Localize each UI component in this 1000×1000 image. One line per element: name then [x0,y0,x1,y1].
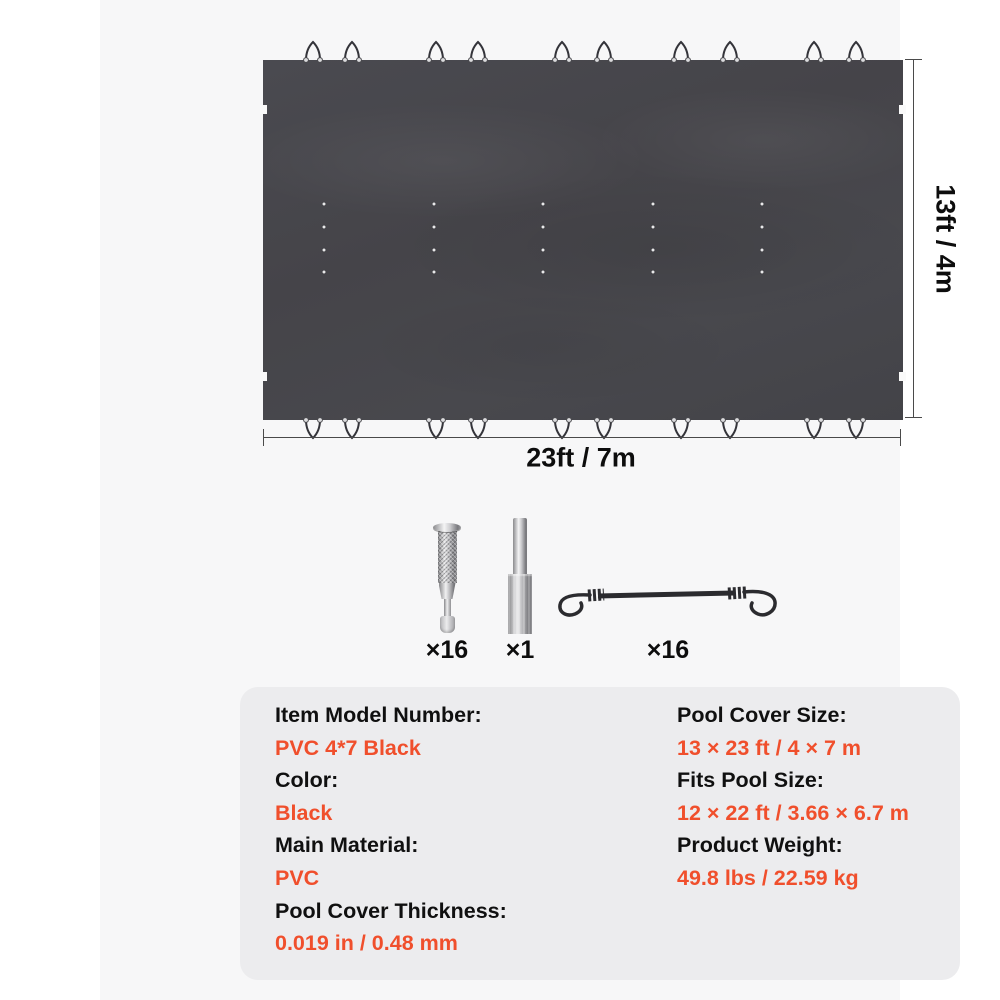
grommet-dot [651,203,654,206]
edge-notch [899,105,906,114]
top-strap-loop [424,39,448,63]
ground-anchor-illustration [426,523,468,635]
spec-value: 0.019 in / 0.48 mm [275,931,458,956]
spec-label: Pool Cover Thickness: [275,898,507,923]
rod-upper-section [513,518,527,574]
grommet-dot [651,249,654,252]
spec-label: Color: [275,768,339,793]
height-dimension-line [913,59,914,418]
grommet-dot [322,203,325,206]
top-strap-loop [466,39,490,63]
width-dimension-line [263,437,901,438]
spec-label: Fits Pool Size: [677,768,824,793]
spec-label: Main Material: [275,833,419,858]
grommet-dot [432,226,435,229]
grommet-dot [542,226,545,229]
spec-value: PVC 4*7 Black [275,735,421,760]
height-dimension-label: 13ft / 4m [930,184,961,294]
top-strap-loop [844,39,868,63]
grommet-dot [761,271,764,274]
spec-label: Pool Cover Size: [677,703,847,727]
anchor-foot [440,616,455,633]
grommet-dot [542,203,545,206]
grommet-dot [651,226,654,229]
anchor-shaft [444,599,451,616]
anchor-knurled-body [438,531,457,583]
spec-panel [240,687,960,980]
bungee-count-label: ×16 [646,636,690,664]
grommet-dot [542,271,545,274]
spec-value: 49.8 lbs / 22.59 kg [677,865,859,890]
top-strap-loop [301,39,325,63]
pool-cover-illustration [263,60,903,420]
top-strap-loop [669,39,693,63]
grommet-dot [432,203,435,206]
edge-notch [899,372,906,381]
width-dimension-label: 23ft / 7m [526,442,636,473]
spec-label: Item Model Number: [275,703,482,727]
grommet-dot [761,203,764,206]
top-strap-loop [718,39,742,63]
installation-rod-illustration [506,518,534,634]
edge-notch [260,372,267,381]
grommet-dot [542,249,545,252]
spec-value: 13 × 23 ft / 4 × 7 m [677,735,862,760]
top-strap-loop [592,39,616,63]
grommet-dot [322,249,325,252]
grommet-dot [322,271,325,274]
bungee-cord-illustration [552,580,782,626]
rod-count-label: ×1 [505,636,535,664]
spec-value: 12 × 22 ft / 3.66 × 6.7 m [677,800,909,825]
grommet-dot [761,226,764,229]
top-strap-loop [340,39,364,63]
anchor-shoulder [439,583,456,599]
grommet-dot [761,249,764,252]
grommet-dot [651,271,654,274]
top-strap-loop [550,39,574,63]
grommet-dot [432,271,435,274]
top-strap-loop [802,39,826,63]
product-image-canvas [100,0,961,1000]
edge-notch [260,105,267,114]
spec-value: PVC [275,865,320,890]
grommet-dot [432,249,435,252]
grommet-dot [322,226,325,229]
spec-column-right [677,699,909,895]
anchor-count-label: ×16 [425,636,469,664]
spec-value: Black [275,800,333,825]
spec-label: Product Weight: [677,833,843,858]
anchor-cap [433,523,461,532]
spec-column-left [275,699,507,960]
rod-lower-section [508,574,532,634]
